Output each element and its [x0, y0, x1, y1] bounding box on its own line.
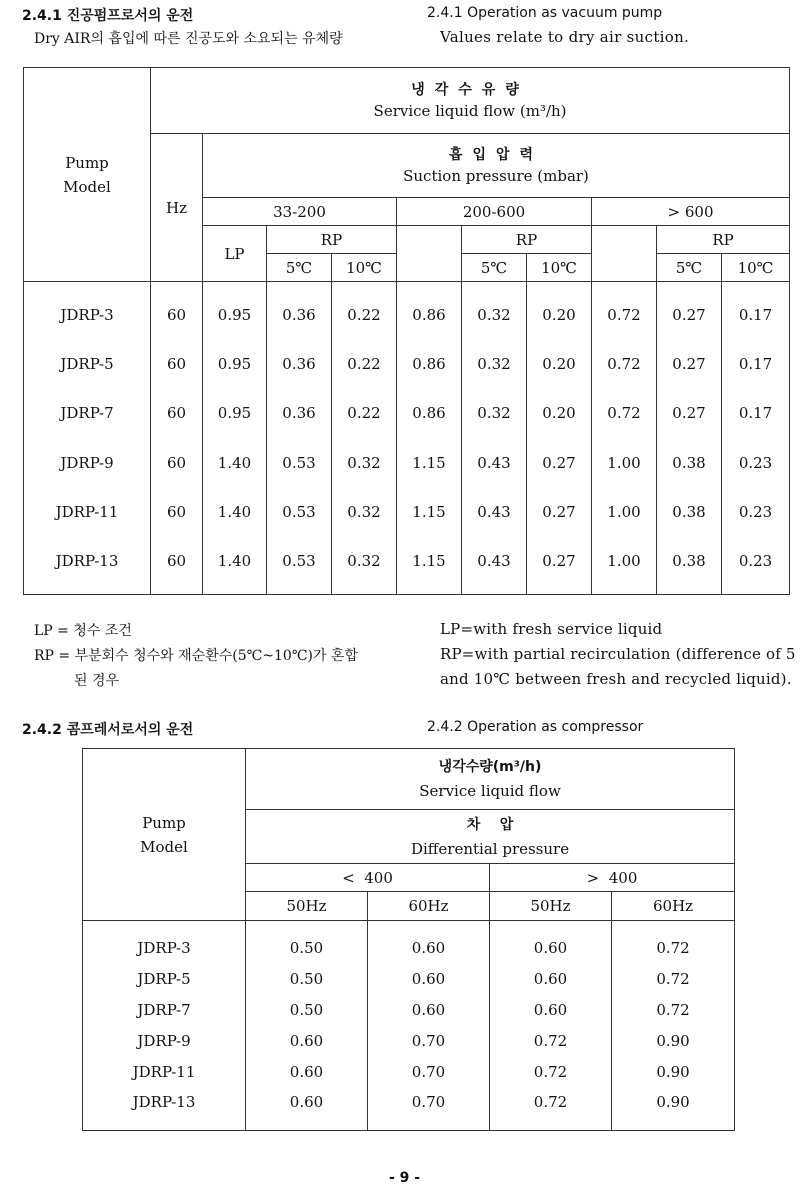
page-number: - 9 - [389, 1170, 421, 1186]
note-rp-en-2: and 10℃ between fresh and recycled liquid). [440, 670, 792, 688]
flow-value-cell: 1.00 [592, 536, 657, 585]
flow-value-cell: 0.32 [332, 438, 397, 487]
flow-value-cell: 0.90 [612, 1025, 735, 1056]
flow-value-cell: 0.38 [657, 438, 722, 487]
hz-header: 50Hz [246, 892, 368, 921]
flow-value-cell: 0.36 [267, 290, 332, 339]
table-row [24, 438, 790, 487]
flow-value-cell: 1.00 [592, 438, 657, 487]
hz-cell: 60 [151, 487, 203, 536]
note-rp-kr-1: RP = 부분회수 청수와 재순환수(5℃~10℃)가 혼합 [34, 648, 358, 664]
section2-title-en: 2.4.2 Operation as compressor [427, 719, 644, 735]
flow-value-cell: 0.90 [612, 1087, 735, 1118]
flow-value-cell: 0.22 [332, 389, 397, 438]
flow-value-cell: 0.60 [490, 995, 612, 1026]
flow-value-cell: 0.27 [657, 389, 722, 438]
table-row [24, 290, 790, 339]
model-cell: JDRP-9 [83, 1025, 246, 1056]
flow-value-cell: 0.60 [490, 933, 612, 964]
temp-header: 10℃ [527, 254, 592, 282]
flow-value-cell: 1.15 [397, 438, 462, 487]
flow-value-cell: 0.95 [203, 290, 267, 339]
flow-value-cell: 0.17 [722, 339, 790, 388]
range-header: < 400 [246, 864, 490, 892]
flow-value-cell: 0.23 [722, 487, 790, 536]
range-header: 33-200 [203, 198, 397, 226]
flow-value-cell: 0.20 [527, 339, 592, 388]
flow-value-cell: 0.32 [332, 487, 397, 536]
lp-blank-cell [592, 226, 657, 282]
suction-pressure-header: 흡입압력 Suction pressure (mbar) [203, 134, 790, 198]
section1-title-en: 2.4.1 Operation as vacuum pump [427, 5, 663, 21]
flow-value-cell: 1.15 [397, 487, 462, 536]
flow-value-cell: 0.95 [203, 339, 267, 388]
flow-value-cell: 0.60 [368, 933, 490, 964]
flow-value-cell: 1.40 [203, 438, 267, 487]
flow-value-cell: 0.72 [490, 1056, 612, 1087]
pump-model-header: Pump Model [24, 68, 151, 282]
table-row [83, 933, 735, 964]
flow-value-cell: 0.70 [368, 1087, 490, 1118]
flow-value-cell: 0.53 [267, 438, 332, 487]
range-header: > 400 [490, 864, 735, 892]
lp-blank-cell [397, 226, 462, 282]
range-header: 200-600 [397, 198, 592, 226]
flow-value-cell: 0.72 [592, 389, 657, 438]
flow-value-cell: 0.60 [246, 1025, 368, 1056]
hz-header: 60Hz [368, 892, 490, 921]
compressor-table [82, 748, 735, 1131]
flow-value-cell: 0.43 [462, 536, 527, 585]
flow-value-cell: 0.72 [612, 933, 735, 964]
flow-value-cell: 0.27 [657, 339, 722, 388]
flow-value-cell: 0.90 [612, 1056, 735, 1087]
hz-cell: 60 [151, 438, 203, 487]
flow-value-cell: 0.72 [612, 964, 735, 995]
flow-value-cell: 0.72 [490, 1087, 612, 1118]
pump-model-header: Pump Model [83, 749, 246, 921]
flow-value-cell: 0.50 [246, 995, 368, 1026]
flow-value-cell: 0.53 [267, 536, 332, 585]
hz-cell: 60 [151, 389, 203, 438]
vacuum-pump-table [23, 67, 790, 595]
flow-value-cell: 0.27 [527, 487, 592, 536]
flow-value-cell: 0.72 [490, 1025, 612, 1056]
rp-header: RP [267, 226, 397, 254]
flow-value-cell: 0.38 [657, 487, 722, 536]
flow-value-cell: 0.32 [462, 339, 527, 388]
flow-value-cell: 0.72 [592, 290, 657, 339]
section1-title-kr: 2.4.1 진공펌프로서의 운전 [22, 8, 194, 24]
model-cell: JDRP-5 [83, 964, 246, 995]
service-liquid-flow-header: 냉각수량(m³/h) Service liquid flow [246, 749, 735, 810]
table-row [83, 995, 735, 1026]
range-header: > 600 [592, 198, 790, 226]
model-cell: JDRP-3 [24, 290, 151, 339]
flow-value-cell: 0.72 [592, 339, 657, 388]
table-row [24, 389, 790, 438]
flow-value-cell: 0.86 [397, 290, 462, 339]
flow-value-cell: 0.17 [722, 290, 790, 339]
flow-value-cell: 0.70 [368, 1056, 490, 1087]
model-cell: JDRP-13 [24, 536, 151, 585]
model-cell: JDRP-5 [24, 339, 151, 388]
model-cell: JDRP-9 [24, 438, 151, 487]
section1-subtitle-kr: Dry AIR의 흡입에 따른 진공도와 소요되는 유체량 [34, 31, 343, 47]
model-cell: JDRP-11 [83, 1056, 246, 1087]
model-cell: JDRP-7 [24, 389, 151, 438]
table-row [83, 1025, 735, 1056]
model-cell: JDRP-11 [24, 487, 151, 536]
flow-value-cell: 1.40 [203, 487, 267, 536]
section2-title-kr: 2.4.2 콤프레서로서의 운전 [22, 722, 194, 738]
flow-value-cell: 0.43 [462, 438, 527, 487]
flow-value-cell: 0.60 [246, 1087, 368, 1118]
table-row [83, 1056, 735, 1087]
flow-value-cell: 1.40 [203, 536, 267, 585]
temp-header: 10℃ [722, 254, 790, 282]
temp-header: 5℃ [657, 254, 722, 282]
section1-subtitle-en: Values relate to dry air suction. [440, 28, 690, 46]
lp-header: LP [203, 226, 267, 282]
hz-header: 50Hz [490, 892, 612, 921]
flow-value-cell: 0.50 [246, 964, 368, 995]
flow-value-cell: 0.23 [722, 438, 790, 487]
flow-value-cell: 1.00 [592, 487, 657, 536]
flow-value-cell: 0.20 [527, 290, 592, 339]
flow-value-cell: 0.20 [527, 389, 592, 438]
flow-value-cell: 1.15 [397, 536, 462, 585]
table-row [24, 487, 790, 536]
flow-value-cell: 0.53 [267, 487, 332, 536]
table-row [83, 1087, 735, 1118]
table-row [24, 536, 790, 585]
flow-value-cell: 0.23 [722, 536, 790, 585]
hz-cell: 60 [151, 290, 203, 339]
flow-value-cell: 0.27 [527, 438, 592, 487]
flow-value-cell: 0.60 [490, 964, 612, 995]
service-liquid-flow-header: 냉각수유량 Service liquid flow (m³/h) [151, 68, 790, 134]
flow-value-cell: 0.70 [368, 1025, 490, 1056]
hz-cell: 60 [151, 339, 203, 388]
temp-header: 10℃ [332, 254, 397, 282]
flow-value-cell: 0.17 [722, 389, 790, 438]
flow-value-cell: 0.32 [462, 389, 527, 438]
rp-header: RP [462, 226, 592, 254]
temp-header: 5℃ [267, 254, 332, 282]
flow-value-cell: 0.95 [203, 389, 267, 438]
flow-value-cell: 0.43 [462, 487, 527, 536]
note-rp-en-1: RP=with partial recirculation (difference of 5 [440, 645, 796, 663]
model-cell: JDRP-7 [83, 995, 246, 1026]
note-rp-kr-2: 된 경우 [74, 673, 120, 689]
table-row [24, 339, 790, 388]
flow-value-cell: 0.60 [368, 964, 490, 995]
flow-value-cell: 0.38 [657, 536, 722, 585]
note-lp-kr: LP = 청수 조건 [34, 623, 132, 639]
flow-value-cell: 0.36 [267, 389, 332, 438]
flow-value-cell: 0.60 [246, 1056, 368, 1087]
flow-value-cell: 0.32 [462, 290, 527, 339]
flow-value-cell: 0.72 [612, 995, 735, 1026]
hz-cell: 60 [151, 536, 203, 585]
differential-pressure-header: 차 압 Differential pressure [246, 810, 735, 864]
flow-value-cell: 0.50 [246, 933, 368, 964]
flow-value-cell: 0.86 [397, 389, 462, 438]
table-row [83, 964, 735, 995]
flow-value-cell: 0.60 [368, 995, 490, 1026]
flow-value-cell: 0.27 [657, 290, 722, 339]
flow-value-cell: 0.22 [332, 339, 397, 388]
rp-header: RP [657, 226, 790, 254]
model-cell: JDRP-13 [83, 1087, 246, 1118]
flow-value-cell: 0.86 [397, 339, 462, 388]
flow-value-cell: 0.32 [332, 536, 397, 585]
flow-value-cell: 0.22 [332, 290, 397, 339]
hz-header: Hz [151, 134, 203, 282]
note-lp-en: LP=with fresh service liquid [440, 620, 663, 638]
hz-header: 60Hz [612, 892, 735, 921]
model-cell: JDRP-3 [83, 933, 246, 964]
flow-value-cell: 0.27 [527, 536, 592, 585]
flow-value-cell: 0.36 [267, 339, 332, 388]
temp-header: 5℃ [462, 254, 527, 282]
